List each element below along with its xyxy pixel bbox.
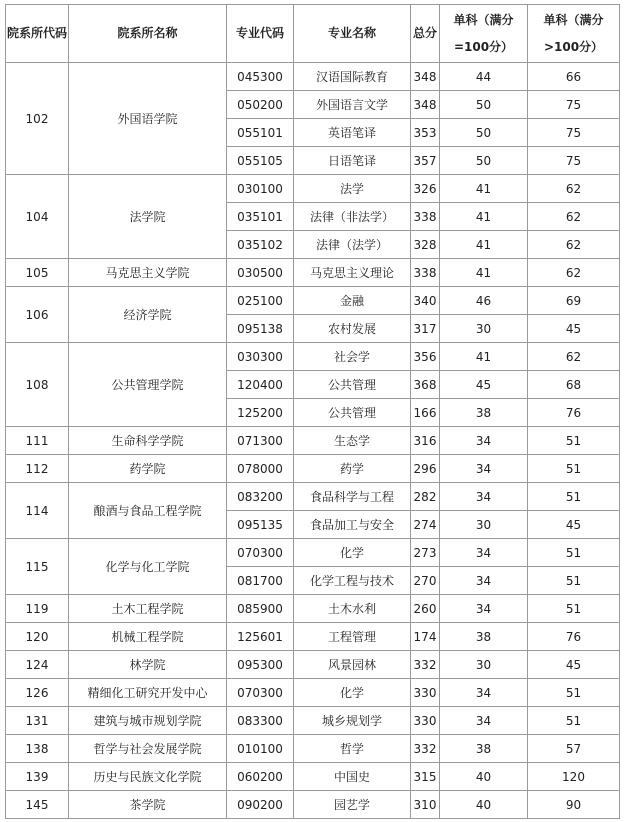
major-name-cell: 金融: [294, 287, 411, 315]
total-score-cell: 348: [411, 63, 440, 91]
college-name-cell: 药学院: [69, 455, 227, 483]
total-score-cell: 340: [411, 287, 440, 315]
college-name-cell: 马克思主义学院: [69, 259, 227, 287]
college-code-cell: 124: [6, 651, 69, 679]
total-score-cell: 356: [411, 343, 440, 371]
major-name-cell: 哲学: [294, 735, 411, 763]
single-over100-cell: 62: [528, 203, 620, 231]
single-over100-cell: 51: [528, 567, 620, 595]
single-over100-cell: 69: [528, 287, 620, 315]
single-over100-cell: 62: [528, 343, 620, 371]
single-100-cell: 41: [440, 259, 528, 287]
single-over100-cell: 51: [528, 679, 620, 707]
major-code-cell: 095300: [227, 651, 294, 679]
single-100-cell: 40: [440, 763, 528, 791]
single-over100-cell: 75: [528, 119, 620, 147]
college-code-cell: 106: [6, 287, 69, 343]
single-over100-cell: 62: [528, 175, 620, 203]
header-single-over100: 单科（满分>100分）: [528, 5, 620, 63]
single-100-cell: 34: [440, 539, 528, 567]
table-row: [6, 651, 620, 679]
single-over100-cell: 51: [528, 539, 620, 567]
major-code-cell: 125200: [227, 399, 294, 427]
single-over100-cell: 51: [528, 455, 620, 483]
major-name-cell: 化学: [294, 539, 411, 567]
total-score-cell: 317: [411, 315, 440, 343]
single-over100-cell: 76: [528, 623, 620, 651]
major-name-cell: 化学工程与技术: [294, 567, 411, 595]
single-100-cell: 34: [440, 455, 528, 483]
major-name-cell: 法律（非法学）: [294, 203, 411, 231]
total-score-cell: 332: [411, 651, 440, 679]
major-code-cell: 025100: [227, 287, 294, 315]
single-over100-cell: 75: [528, 91, 620, 119]
major-name-cell: 生态学: [294, 427, 411, 455]
college-name-cell: 公共管理学院: [69, 343, 227, 427]
college-code-cell: 126: [6, 679, 69, 707]
total-score-cell: 315: [411, 763, 440, 791]
college-code-cell: 114: [6, 483, 69, 539]
college-name-cell: 林学院: [69, 651, 227, 679]
single-over100-cell: 51: [528, 483, 620, 511]
total-score-cell: 282: [411, 483, 440, 511]
single-100-cell: 46: [440, 287, 528, 315]
college-code-cell: 102: [6, 63, 69, 175]
single-100-cell: 34: [440, 679, 528, 707]
total-score-cell: 330: [411, 707, 440, 735]
total-score-cell: 348: [411, 91, 440, 119]
table-row: [6, 483, 620, 511]
single-100-cell: 44: [440, 63, 528, 91]
total-score-cell: 332: [411, 735, 440, 763]
single-100-cell: 41: [440, 203, 528, 231]
major-code-cell: 035102: [227, 231, 294, 259]
single-100-cell: 38: [440, 399, 528, 427]
header-total: 总分: [411, 5, 440, 63]
major-name-cell: 药学: [294, 455, 411, 483]
major-code-cell: 095138: [227, 315, 294, 343]
single-over100-cell: 45: [528, 511, 620, 539]
single-100-cell: 30: [440, 651, 528, 679]
college-name-cell: 土木工程学院: [69, 595, 227, 623]
college-code-cell: 138: [6, 735, 69, 763]
total-score-cell: 274: [411, 511, 440, 539]
major-code-cell: 030300: [227, 343, 294, 371]
single-100-cell: 38: [440, 623, 528, 651]
college-code-cell: 145: [6, 791, 69, 819]
single-100-cell: 50: [440, 119, 528, 147]
major-name-cell: 风景园林: [294, 651, 411, 679]
major-name-cell: 法律（法学）: [294, 231, 411, 259]
single-100-cell: 34: [440, 483, 528, 511]
college-code-cell: 131: [6, 707, 69, 735]
single-100-cell: 41: [440, 175, 528, 203]
header-single-100: 单科（满分=100分）: [440, 5, 528, 63]
score-table: [5, 4, 620, 819]
header-college: 院系所名称: [69, 5, 227, 63]
header-code: 院系所代码: [6, 5, 69, 63]
college-name-cell: 茶学院: [69, 791, 227, 819]
college-code-cell: 115: [6, 539, 69, 595]
major-name-cell: 马克思主义理论: [294, 259, 411, 287]
table-row: [6, 595, 620, 623]
single-100-cell: 34: [440, 707, 528, 735]
college-code-cell: 139: [6, 763, 69, 791]
total-score-cell: 270: [411, 567, 440, 595]
major-code-cell: 078000: [227, 455, 294, 483]
major-code-cell: 090200: [227, 791, 294, 819]
major-name-cell: 社会学: [294, 343, 411, 371]
college-name-cell: 建筑与城市规划学院: [69, 707, 227, 735]
single-over100-cell: 45: [528, 651, 620, 679]
total-score-cell: 357: [411, 147, 440, 175]
major-name-cell: 中国史: [294, 763, 411, 791]
major-name-cell: 农村发展: [294, 315, 411, 343]
major-code-cell: 010100: [227, 735, 294, 763]
single-over100-cell: 51: [528, 427, 620, 455]
college-name-cell: 经济学院: [69, 287, 227, 343]
college-name-cell: 哲学与社会发展学院: [69, 735, 227, 763]
table-row: [6, 455, 620, 483]
total-score-cell: 296: [411, 455, 440, 483]
total-score-cell: 330: [411, 679, 440, 707]
college-code-cell: 111: [6, 427, 69, 455]
single-100-cell: 41: [440, 231, 528, 259]
total-score-cell: 260: [411, 595, 440, 623]
major-code-cell: 050200: [227, 91, 294, 119]
header-major-name: 专业名称: [294, 5, 411, 63]
table-row: [6, 707, 620, 735]
total-score-cell: 338: [411, 259, 440, 287]
single-over100-cell: 57: [528, 735, 620, 763]
table-row: [6, 623, 620, 651]
college-name-cell: 生命科学学院: [69, 427, 227, 455]
table-row: [6, 343, 620, 371]
major-name-cell: 食品科学与工程: [294, 483, 411, 511]
major-name-cell: 外国语言文学: [294, 91, 411, 119]
major-code-cell: 085900: [227, 595, 294, 623]
single-100-cell: 34: [440, 427, 528, 455]
college-name-cell: 机械工程学院: [69, 623, 227, 651]
single-100-cell: 30: [440, 315, 528, 343]
college-code-cell: 119: [6, 595, 69, 623]
single-100-cell: 41: [440, 343, 528, 371]
college-code-cell: 108: [6, 343, 69, 427]
single-over100-cell: 45: [528, 315, 620, 343]
table-row: [6, 259, 620, 287]
college-name-cell: 外国语学院: [69, 63, 227, 175]
college-code-cell: 112: [6, 455, 69, 483]
college-name-cell: 精细化工研究开发中心: [69, 679, 227, 707]
table-row: [6, 63, 620, 91]
total-score-cell: 166: [411, 399, 440, 427]
total-score-cell: 338: [411, 203, 440, 231]
major-code-cell: 070300: [227, 679, 294, 707]
single-100-cell: 34: [440, 595, 528, 623]
major-name-cell: 化学: [294, 679, 411, 707]
single-over100-cell: 66: [528, 63, 620, 91]
major-code-cell: 070300: [227, 539, 294, 567]
major-code-cell: 071300: [227, 427, 294, 455]
major-code-cell: 045300: [227, 63, 294, 91]
major-code-cell: 055105: [227, 147, 294, 175]
single-over100-cell: 62: [528, 231, 620, 259]
table-row: [6, 287, 620, 315]
major-name-cell: 日语笔译: [294, 147, 411, 175]
single-100-cell: 40: [440, 791, 528, 819]
single-100-cell: 50: [440, 91, 528, 119]
single-over100-cell: 68: [528, 371, 620, 399]
college-name-cell: 酿酒与食品工程学院: [69, 483, 227, 539]
major-code-cell: 095135: [227, 511, 294, 539]
major-code-cell: 055101: [227, 119, 294, 147]
major-name-cell: 食品加工与安全: [294, 511, 411, 539]
major-code-cell: 125601: [227, 623, 294, 651]
single-over100-cell: 76: [528, 399, 620, 427]
college-code-cell: 104: [6, 175, 69, 259]
total-score-cell: 316: [411, 427, 440, 455]
single-100-cell: 38: [440, 735, 528, 763]
major-name-cell: 公共管理: [294, 399, 411, 427]
major-name-cell: 汉语国际教育: [294, 63, 411, 91]
total-score-cell: 368: [411, 371, 440, 399]
major-name-cell: 园艺学: [294, 791, 411, 819]
college-name-cell: 法学院: [69, 175, 227, 259]
table-row: [6, 427, 620, 455]
total-score-cell: 310: [411, 791, 440, 819]
total-score-cell: 353: [411, 119, 440, 147]
total-score-cell: 174: [411, 623, 440, 651]
table-body: [6, 63, 620, 819]
single-over100-cell: 62: [528, 259, 620, 287]
table-row: [6, 539, 620, 567]
college-code-cell: 105: [6, 259, 69, 287]
table-row: [6, 791, 620, 819]
table-row: [6, 763, 620, 791]
table-row: [6, 679, 620, 707]
major-name-cell: 英语笔译: [294, 119, 411, 147]
major-code-cell: 060200: [227, 763, 294, 791]
single-100-cell: 50: [440, 147, 528, 175]
major-code-cell: 083300: [227, 707, 294, 735]
major-code-cell: 030500: [227, 259, 294, 287]
single-over100-cell: 120: [528, 763, 620, 791]
single-over100-cell: 51: [528, 707, 620, 735]
major-name-cell: 土木水利: [294, 595, 411, 623]
college-name-cell: 历史与民族文化学院: [69, 763, 227, 791]
major-name-cell: 公共管理: [294, 371, 411, 399]
major-code-cell: 120400: [227, 371, 294, 399]
header-major-code: 专业代码: [227, 5, 294, 63]
major-name-cell: 城乡规划学: [294, 707, 411, 735]
single-100-cell: 34: [440, 567, 528, 595]
table-row: [6, 735, 620, 763]
major-code-cell: 081700: [227, 567, 294, 595]
major-name-cell: 法学: [294, 175, 411, 203]
total-score-cell: 326: [411, 175, 440, 203]
single-100-cell: 30: [440, 511, 528, 539]
major-code-cell: 030100: [227, 175, 294, 203]
college-code-cell: 120: [6, 623, 69, 651]
header-row: [6, 5, 620, 63]
table-row: [6, 175, 620, 203]
major-code-cell: 035101: [227, 203, 294, 231]
single-over100-cell: 90: [528, 791, 620, 819]
college-name-cell: 化学与化工学院: [69, 539, 227, 595]
single-over100-cell: 51: [528, 595, 620, 623]
single-over100-cell: 75: [528, 147, 620, 175]
total-score-cell: 273: [411, 539, 440, 567]
major-name-cell: 工程管理: [294, 623, 411, 651]
major-code-cell: 083200: [227, 483, 294, 511]
single-100-cell: 45: [440, 371, 528, 399]
total-score-cell: 328: [411, 231, 440, 259]
